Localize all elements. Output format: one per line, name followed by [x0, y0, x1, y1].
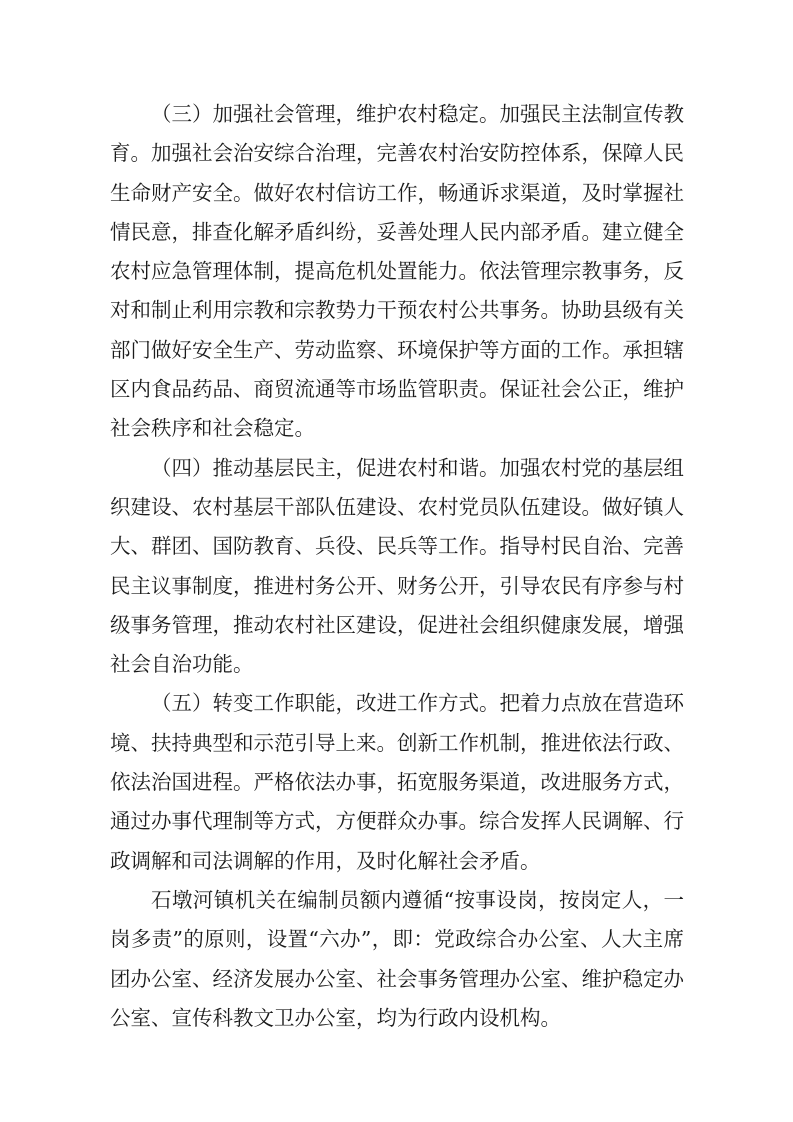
- paragraph-work-functions: [110, 684, 684, 880]
- section-heading: （五）转变工作职能，改进工作方式。: [151, 691, 500, 716]
- section-heading: （三）加强社会管理，维护农村稳定。: [151, 102, 500, 126]
- paragraph-office-structure: [110, 881, 684, 1038]
- paragraph-social-management: [110, 95, 684, 449]
- paragraph-text: 加强民主法制宣传教育。加强社会治安综合治理，完善农村治安防控体系，保障人民生命财产安全。做好农村信访工作，畅通诉求渠道，及时掌握社情民意，排查化解矛盾纠纷，妥善处理人民内部矛盾。建立健全农村应急管理体制，提高危机处置能力。依法管理宗教事务，反对和制止利用宗教和宗教势力干预农村公共事务。协助县级有关部门做好安全生产、劳动监察、环境保护等方面的工作。承担辖区内食品药品、商贸流通等市场监管职责。保证社会公正，维护社会秩序和社会稳定。: [110, 102, 684, 441]
- paragraph-text: 把着力点放在营造环境、扶持典型和示范引导上来。创新工作机制，推进依法行政、依法治国进程。严格依法办事，拓宽服务渠道，改进服务方式，通过办事代理制等方式，方便群众办事。综合发挥人民调解、行政调解和司法调解的作用，及时化解社会矛盾。: [110, 691, 684, 873]
- paragraph-text: 石墩河镇机关在编制员额内遵循“按事设岗，按岗定人，一岗多责”的原则，设置“六办”，即：党政综合办公室、人大主席团办公室、经济发展办公室、社会事务管理办公室、维护稳定办公室、宣传科教文卫办公室，均为行政内设机构。: [110, 887, 684, 1030]
- paragraph-grassroots-democracy: [110, 449, 684, 685]
- document-body: [110, 95, 684, 1038]
- section-heading: （四）推动基层民主，促进农村和谐。: [151, 455, 500, 480]
- paragraph-text: 加强农村党的基层组织建设、农村基层干部队伍建设、农村党员队伍建设。做好镇人大、群团、国防教育、兵役、民兵等工作。指导村民自治、完善民主议事制度，推进村务公开、财务公开，引导农民有序参与村级事务管理，推动农村社区建设，促进社会组织健康发展，增强社会自治功能。: [110, 455, 684, 677]
